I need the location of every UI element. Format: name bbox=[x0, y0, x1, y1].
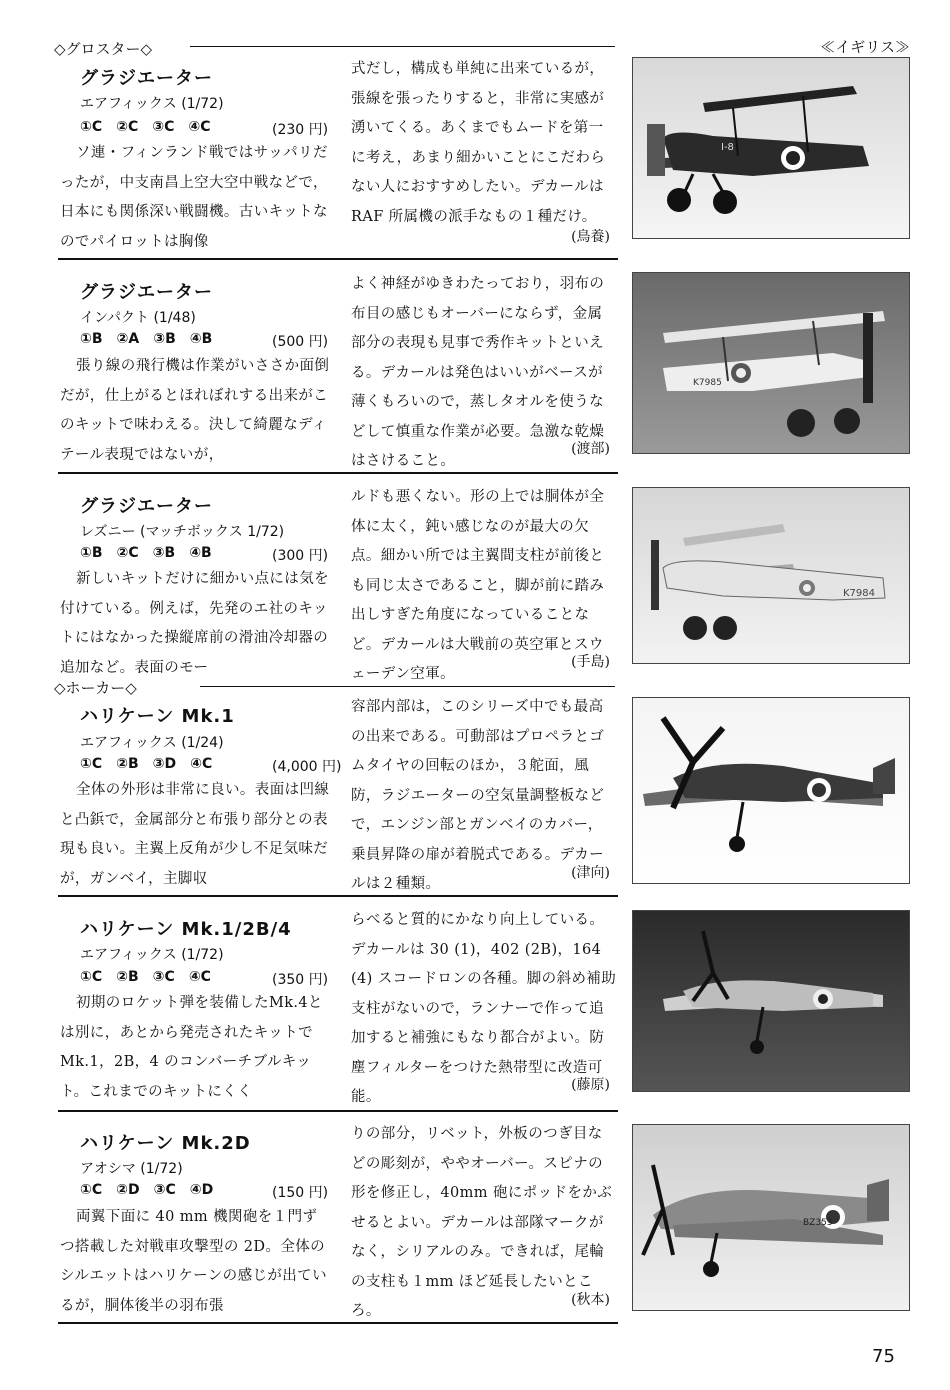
entry-ratings bbox=[80, 119, 329, 138]
rating: ④D bbox=[189, 1182, 214, 1198]
biplane-photo bbox=[632, 272, 910, 454]
rating: ④C bbox=[188, 119, 211, 135]
entry-text-left: 新しいキットだけに細かい点には気を付けている。例えば，先発のエ社のキットにはなかった操縦席前の滑油冷却器の追加など。表面のモー bbox=[60, 571, 330, 676]
entry-text-left: ソ連・フィンランド戦ではサッパリだったが，中支南昌上空大空中戦などで，日本にも関係深い戦闘機。古いキットなのでパイロットは胸像 bbox=[60, 145, 328, 250]
entry-text-right: らべると質的にかなり向上している。デカールは 30 (1)，402 (2B)，164 (4) スコードロンの各種。脚の斜め補助支柱がないので，ランナーで作って追加すると補強にもなり都合がよい。防塵フィルターをつけた熱帯型に改造可能。 bbox=[351, 912, 617, 1105]
entry-text-right: 式だし，構成も単純に出来ているが，張線を張ったりすると，非常に実感が湧いてくる。あくまでもムードを第一に考え，あまり細かいことにこだわらない人におすすめしたい。デカールは RAF 所属機の派手なもの１種だけ。 bbox=[351, 61, 606, 225]
region-tag: ≪イギリス≫ bbox=[820, 38, 910, 56]
entry-divider bbox=[58, 258, 618, 260]
entry-maker: エアフィックス (1/72) bbox=[80, 96, 224, 112]
rating: ②D bbox=[116, 1182, 140, 1198]
rating: ④B bbox=[189, 331, 213, 347]
entry-text-right: ルドも悪くない。形の上では胴体が全体に太く，鈍い感じなのが最大の欠点。細かい所では主翼間支柱が前後とも同じ太さであること，脚が前に踏み出しすぎた角度になっていることなど。デカールは大戦前の英空軍とスウェーデン空軍。 bbox=[351, 489, 605, 682]
entry-title: グラジエーター bbox=[80, 282, 213, 303]
entry-text-right: りの部分，リベット，外板のつぎ目などの彫刻が，ややオーバー。スピナの形を修正し，40mm 砲にポッドをかぶせるとよい。デカールは部隊マークがなく，シリアルのみ。できれば，尾輪の支柱も１mm ほど延長したいところ。 bbox=[351, 1126, 613, 1319]
monoplane-photo bbox=[632, 697, 910, 884]
section-rule bbox=[190, 46, 615, 47]
rating: ①C bbox=[80, 1182, 103, 1198]
rating: ②B bbox=[116, 756, 139, 772]
page-number: 75 bbox=[872, 1346, 895, 1367]
rating: ②C bbox=[116, 119, 139, 135]
rating: ①B bbox=[80, 331, 103, 347]
rating: ②B bbox=[116, 969, 139, 985]
entry-ratings bbox=[80, 1182, 329, 1201]
rating: ①B bbox=[80, 545, 103, 561]
entry-maker: インパクト (1/48) bbox=[80, 310, 196, 326]
entry-text-right: よく神経がゆきわたっており，羽布の布目の感じもオーバーにならず，金属部分の表現も見事で秀作キットといえる。デカールは発色はいいがベースが薄くもろいので，蒸しタオルを使うなどして慎重な作業が必要。急激な乾燥はさけること。 bbox=[351, 276, 605, 469]
entry-divider bbox=[58, 472, 618, 474]
entry-ratings bbox=[80, 969, 329, 988]
entry-title: ハリケーン Mk.1 bbox=[80, 706, 235, 727]
biplane-photo bbox=[632, 487, 910, 664]
entry-text-left: 両翼下面に 40 mm 機関砲を１門ずつ搭載した対戦車攻撃型の 2D。全体のシルエットはハリケーンの感じが出ているが，胴体後半の羽布張 bbox=[60, 1209, 327, 1314]
rating: ③C bbox=[153, 1182, 176, 1198]
aircraft-marking: K7985 bbox=[693, 378, 722, 388]
entry-price: (350 円) bbox=[272, 972, 329, 988]
section-header-hawker: ◇ホーカー◇ bbox=[54, 679, 137, 697]
section-rule bbox=[200, 686, 615, 687]
entry-text-left: 初期のロケット弾を装備したMk.4とは別に，あとから発売されたキットでMk.1，2B，4 のコンバーチブルキット。これまでのキットにくく bbox=[60, 995, 323, 1100]
biplane-photo bbox=[632, 57, 910, 239]
aircraft-marking: BZ353 bbox=[803, 1218, 833, 1228]
entry-divider bbox=[58, 895, 618, 897]
rating: ④C bbox=[190, 756, 213, 772]
aircraft-marking: I-8 bbox=[721, 142, 734, 153]
entry-title: グラジエーター bbox=[80, 496, 213, 517]
entry-text-right: 容部内部は，このシリーズ中でも最高の出来である。可動部はプロペラとゴムタイヤの回転のほか，３舵面，風防，ラジエーターの空気量調整板などで，エンジン部とガンベイのカバー，乗員昇降の扉が着脱式である。デカールは２種類。 bbox=[351, 699, 605, 892]
entry-maker: アオシマ (1/72) bbox=[80, 1161, 183, 1177]
entry-price: (230 円) bbox=[272, 122, 329, 138]
rating: ②A bbox=[116, 331, 140, 347]
rating: ③B bbox=[153, 331, 176, 347]
entry-text-left: 全体の外形は非常に良い。表面は凹線と凸鋲で，金属部分と布張り部分との表現も良い。主翼上反角が少し不足気味だが，ガンベイ，主脚収 bbox=[60, 782, 330, 887]
entry-author: (藤原) bbox=[571, 1077, 610, 1093]
entry-author: (秋本) bbox=[571, 1292, 610, 1308]
entry-maker: エアフィックス (1/72) bbox=[80, 947, 224, 963]
entry-ratings bbox=[80, 545, 329, 564]
entry-maker: エアフィックス (1/24) bbox=[80, 735, 224, 751]
monoplane-photo bbox=[632, 910, 910, 1092]
entry-title: ハリケーン Mk.1/2B/4 bbox=[80, 919, 292, 940]
monoplane-photo bbox=[632, 1124, 910, 1311]
entry-text-left: 張り線の飛行機は作業がいささか面倒だが，仕上がるとほれぼれする出来がこのキットで味わえる。決して綺麗なディテール表現ではないが， bbox=[60, 358, 330, 463]
entry-divider bbox=[58, 1322, 618, 1324]
entry-author: (手島) bbox=[571, 654, 610, 670]
entry-maker: レズニー (マッチボックス 1/72) bbox=[80, 524, 285, 540]
rating: ③B bbox=[152, 545, 176, 561]
entry-title: ハリケーン Mk.2D bbox=[80, 1133, 251, 1154]
rating: ④C bbox=[188, 969, 211, 985]
rating: ①C bbox=[80, 119, 103, 135]
entry-price: (300 円) bbox=[272, 548, 329, 564]
rating: ③D bbox=[152, 756, 177, 772]
rating: ①C bbox=[80, 969, 103, 985]
rating: ④B bbox=[189, 545, 212, 561]
entry-title: グラジエーター bbox=[80, 68, 213, 89]
entry-price: (150 円) bbox=[272, 1185, 329, 1201]
entry-ratings bbox=[80, 756, 342, 775]
rating: ③C bbox=[152, 969, 175, 985]
entry-author: (鳥養) bbox=[571, 229, 610, 245]
entry-author: (津向) bbox=[571, 865, 610, 881]
entry-divider bbox=[58, 1110, 618, 1112]
rating: ①C bbox=[80, 756, 103, 772]
section-header-gloster: ◇グロスター◇ bbox=[54, 40, 153, 58]
rating: ②C bbox=[116, 545, 139, 561]
entry-price: (4,000 円) bbox=[272, 759, 342, 775]
rating: ③C bbox=[152, 119, 175, 135]
entry-author: (渡部) bbox=[571, 441, 610, 457]
aircraft-marking: K7984 bbox=[843, 588, 876, 599]
entry-price: (500 円) bbox=[272, 334, 329, 350]
entry-ratings bbox=[80, 331, 329, 350]
